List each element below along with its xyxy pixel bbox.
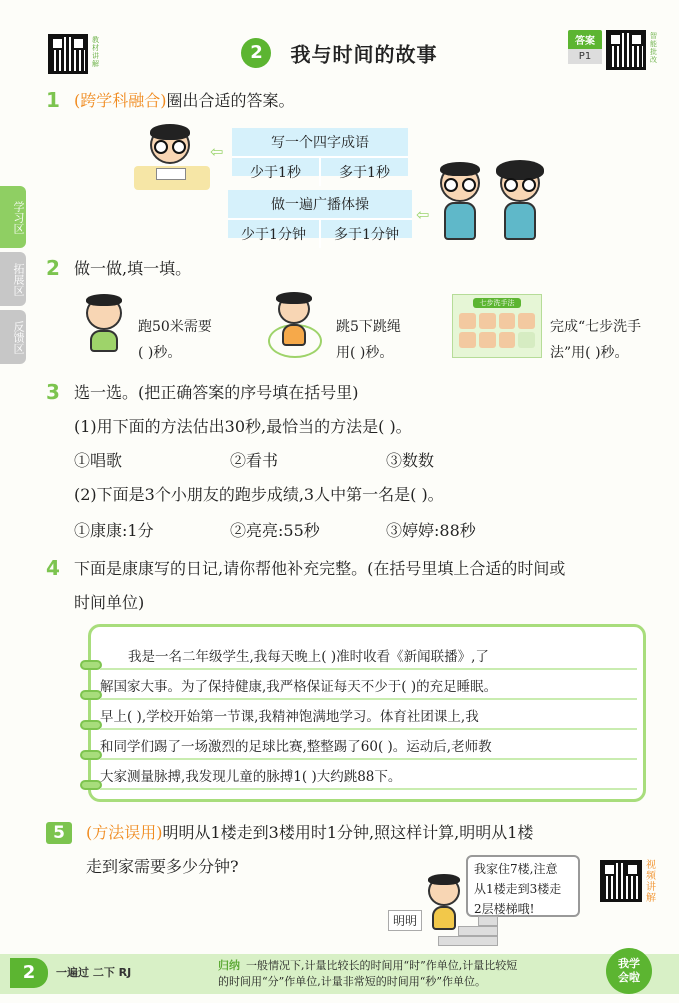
question-number-5: 5 <box>46 822 72 844</box>
handwashing-poster <box>452 294 542 358</box>
poster-title: 七步洗手法 <box>473 298 521 308</box>
answer-page: P1 <box>568 49 602 64</box>
panel-prompt: 写一个四字成语 <box>232 128 408 158</box>
diary-line[interactable]: 我是一名二年级学生,我每天晚上( )准时收看《新闻联播》,了 <box>100 644 637 670</box>
q3-sub2-option[interactable]: ②亮亮:55秒 <box>230 521 320 540</box>
binder-ring-icon <box>80 690 102 700</box>
question-3-sub2[interactable]: (2)下面是3个小朋友的跑步成绩,3人中第一名是( )。 <box>74 485 444 504</box>
question-3-sub1[interactable]: (1)用下面的方法估出30秒,最恰当的方法是( )。 <box>74 417 412 436</box>
q3-sub2-option[interactable]: ③婷婷:88秒 <box>386 521 476 540</box>
q2-handwash-text: 完成“七步洗手 法”用( )秒。 <box>550 314 641 366</box>
summary-note: 归纳 一般情况下,计量比较长的时间用“时”作单位,计量比较短 的时间用“分”作单位,计量非常短的时间用“秒”作单位。 <box>218 959 518 988</box>
diary-line[interactable]: 大家测量脉搏,我发现儿童的脉搏1( )大约跳88下。 <box>100 764 637 790</box>
binder-ring-icon <box>80 660 102 670</box>
page-footer <box>0 954 679 994</box>
girl-jumping-rope-illustration <box>266 294 324 360</box>
qr-caption-grading: 智能批改 <box>650 32 657 64</box>
question-3-prompt: 选一选。(把正确答案的序号填在括号里) <box>74 383 359 402</box>
character-name-tag: 明明 <box>388 910 422 931</box>
side-tab-extend[interactable]: 拓展区 <box>0 252 26 306</box>
question-4-prompt-line1: 下面是康康写的日记,请你帮他补充完整。(在括号里填上合适的时间或 <box>74 559 566 578</box>
arrow-left-icon: ⇦ <box>210 142 224 161</box>
question-5-tag: (方法误用) <box>86 823 163 842</box>
diary-line[interactable]: 早上( ),学校开始第一节课,我精神饱满地学习。体育社团课上,我 <box>100 704 637 730</box>
qr-caption-video: 视频讲解 <box>646 860 656 904</box>
page-title: 我与时间的故事 <box>290 42 438 67</box>
question-2-prompt: 做一做,填一填。 <box>74 259 192 278</box>
question-5-text-line1: (方法误用)明明从1楼走到3楼用时1分钟,照这样计算,明明从1楼 <box>86 823 534 842</box>
q2-run-text: 跑50米需要 ( )秒。 <box>138 314 212 366</box>
choice-option[interactable]: 多于1分钟 <box>334 227 399 243</box>
q3-sub1-option[interactable]: ①唱歌 <box>74 451 123 470</box>
answer-blank[interactable]: ( )秒。 <box>138 345 182 361</box>
learned-badge[interactable]: 我学 会啦 <box>606 948 652 994</box>
question-number-2: 2 <box>46 256 60 280</box>
qr-code-video[interactable] <box>600 860 642 902</box>
lesson-number-badge: 2 <box>241 38 271 68</box>
q3-sub1-option[interactable]: ②看书 <box>230 451 279 470</box>
question-5-text-line2: 走到家需要多少分钟? <box>86 857 239 876</box>
side-tab-learn[interactable]: 学习区 <box>0 186 26 248</box>
choice-panel-idiom <box>232 128 408 181</box>
answer-tag[interactable] <box>568 30 602 64</box>
question-1-prompt: 圈出合适的答案。 <box>166 91 295 110</box>
qr-caption-lesson: 教材讲解 <box>92 36 99 68</box>
binder-ring-icon <box>80 720 102 730</box>
binder-ring-icon <box>80 750 102 760</box>
boy-running-illustration <box>80 296 132 358</box>
choice-panel-exercise <box>228 190 412 243</box>
q2-jump-text: 跳5下跳绳 用( )秒。 <box>336 314 401 366</box>
side-tab-feedback[interactable]: 反馈区 <box>0 310 26 364</box>
choice-option[interactable]: 少于1分钟 <box>228 220 321 248</box>
answer-blank[interactable]: 法”用( )秒。 <box>550 345 629 361</box>
answer-blank[interactable]: 用( )秒。 <box>336 345 394 361</box>
boy-reading-illustration <box>134 122 210 192</box>
brand-label: 一遍过 二下 RJ <box>56 966 132 979</box>
qr-code-grading[interactable] <box>606 30 646 70</box>
boy-exercising-illustration <box>434 164 486 240</box>
girl-exercising-illustration <box>494 162 548 240</box>
question-1-tag: (跨学科融合) <box>74 91 167 110</box>
speech-bubble: 我家住7楼,注意 从1楼走到3楼走 2层楼梯哦! <box>466 855 580 917</box>
q3-sub1-option[interactable]: ③数数 <box>386 451 435 470</box>
answer-label: 答案 <box>568 30 602 49</box>
question-1-text <box>74 90 295 112</box>
choice-option[interactable]: 多于1秒 <box>339 165 390 181</box>
choice-option[interactable]: 少于1秒 <box>232 158 321 186</box>
binder-ring-icon <box>80 780 102 790</box>
question-number-4: 4 <box>46 556 60 580</box>
page-number: 2 <box>10 958 48 988</box>
panel-prompt: 做一遍广播体操 <box>228 190 412 220</box>
diary-line[interactable]: 和同学们踢了一场激烈的足球比赛,整整踢了60( )。运动后,老师教 <box>100 734 637 760</box>
question-number-3: 3 <box>46 380 60 404</box>
diary-line[interactable]: 解国家大事。为了保持健康,我严格保证每天不少于( )的充足睡眠。 <box>100 674 637 700</box>
q3-sub2-option[interactable]: ①康康:1分 <box>74 521 154 540</box>
question-number-1: 1 <box>46 88 60 112</box>
mingming-illustration <box>424 876 464 938</box>
arrow-left-icon: ⇦ <box>416 205 430 224</box>
question-4-prompt-line2: 时间单位) <box>74 593 145 612</box>
note-label: 归纳 <box>218 959 240 972</box>
